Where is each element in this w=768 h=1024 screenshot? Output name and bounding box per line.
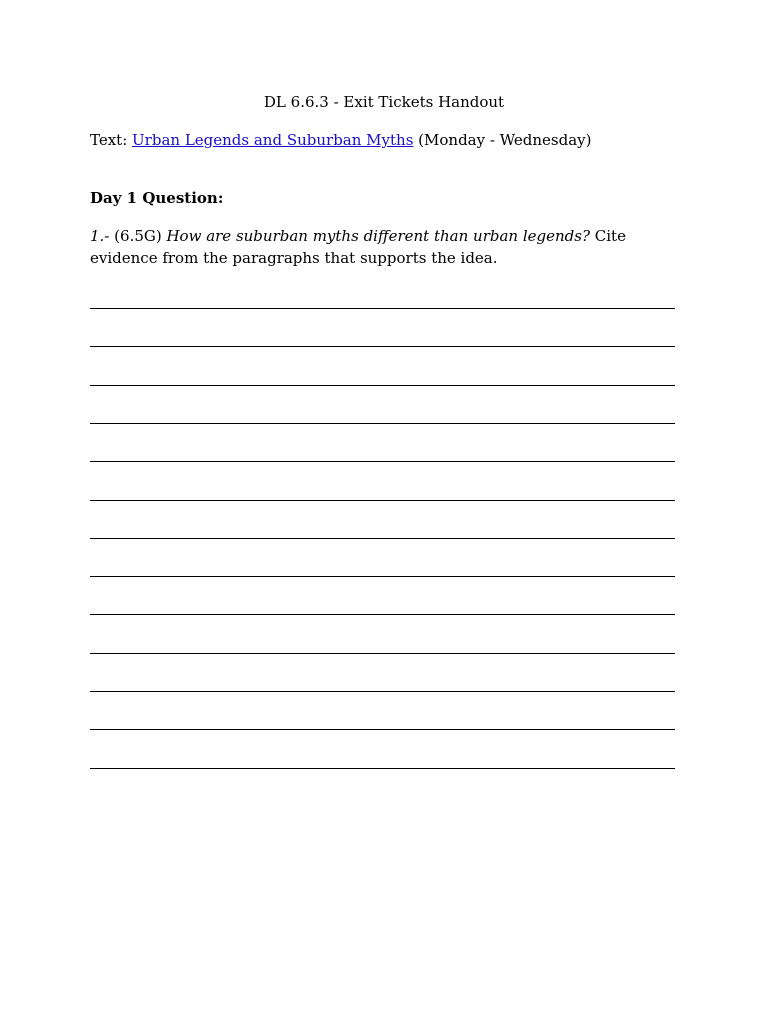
question-instruction: Cite evidence from the paragraphs that supports the idea.	[90, 227, 626, 267]
answer-line	[90, 768, 675, 769]
handout-title: DL 6.6.3 - Exit Tickets Handout	[263, 93, 505, 111]
text-link[interactable]: Urban Legends and Suburban Myths	[132, 131, 414, 149]
answer-line	[90, 653, 675, 654]
answer-line	[90, 576, 675, 577]
answer-line	[90, 308, 675, 309]
answer-lines	[90, 308, 675, 768]
question-number: 1.-	[90, 227, 110, 245]
answer-line	[90, 691, 675, 692]
question-prompt: How are suburban myths different than urban legends?	[166, 227, 590, 245]
answer-line	[90, 423, 675, 424]
answer-line	[90, 729, 675, 730]
answer-line	[90, 385, 675, 386]
answer-line	[90, 346, 675, 347]
answer-line	[90, 614, 675, 615]
question-standard: (6.5G)	[109, 227, 167, 245]
text-reference	[90, 129, 591, 151]
question-1	[90, 225, 680, 269]
day-heading: Day 1 Question:	[90, 189, 224, 207]
text-days: (Monday - Wednesday)	[413, 131, 592, 149]
answer-line	[90, 538, 675, 539]
text-label: Text:	[90, 131, 133, 149]
answer-line	[90, 500, 675, 501]
answer-line	[90, 461, 675, 462]
